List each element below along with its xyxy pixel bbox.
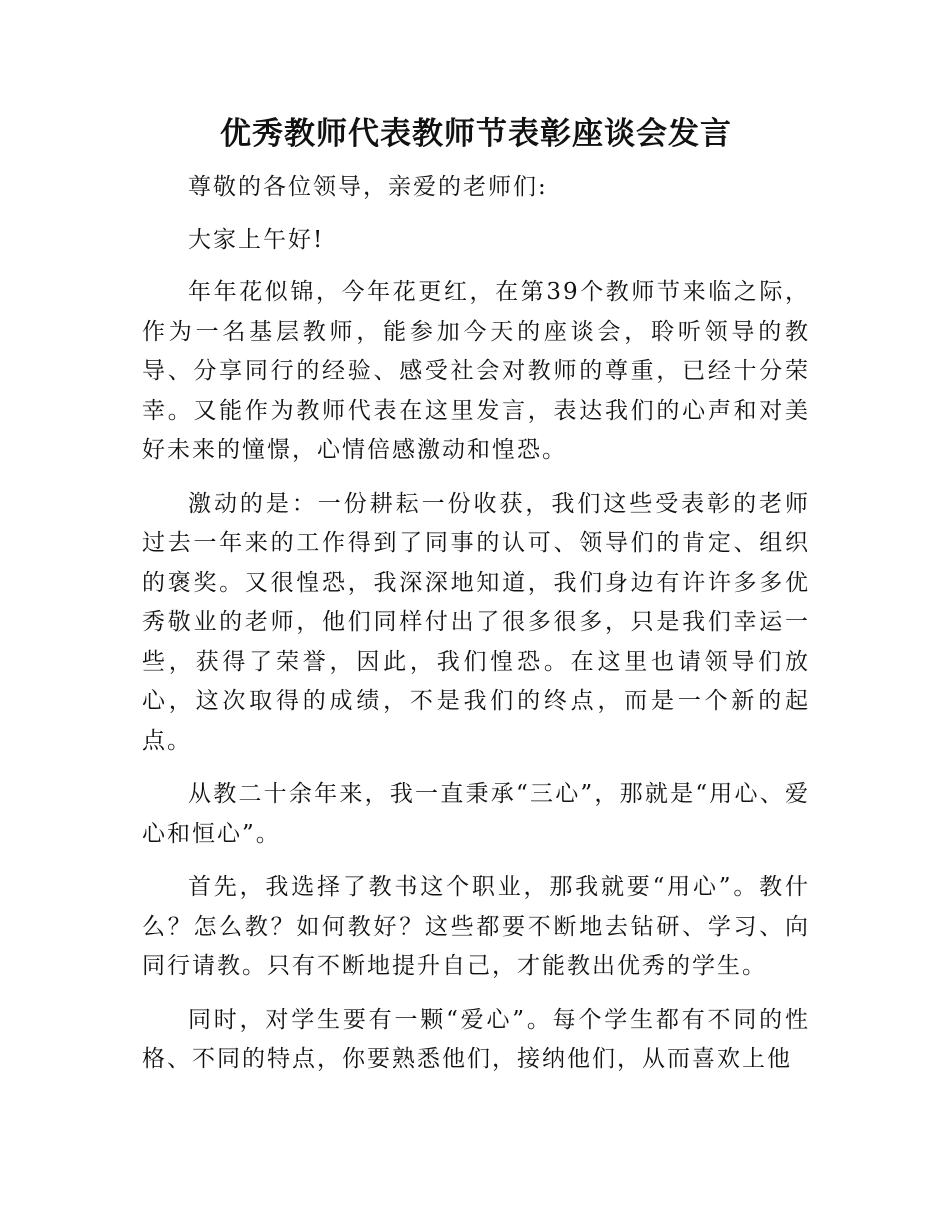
greeting-paragraph: 大家上午好! bbox=[188, 226, 325, 253]
body-paragraph: 年年花似锦，今年花更红，在第39个教师节来临之际，作为一名基层教师，能参加今天的座谈会，聆听领导的教导、分享同行的经验、感受社会对教师的尊重，已经十分荣幸。又能作为教师代表在这里发言，表达我们的心声和对美好未来的憧憬，心情倍感激动和惶恐。 bbox=[142, 279, 810, 463]
body-paragraph: 从教二十余年来，我一直秉承“三心”，那就是“用心、爱心和恒心”。 bbox=[142, 781, 810, 847]
document-page bbox=[142, 112, 810, 1094]
salutation-paragraph: 尊敬的各位领导，亲爱的老师们: bbox=[188, 174, 548, 200]
body-paragraph: 首先，我选择了教书这个职业，那我就要“用心”。教什么？怎么教？如何教好？这些都要不断地去钻研、学习、向同行请教。只有不断地提升自己，才能教出优秀的学生。 bbox=[142, 874, 810, 979]
body-paragraph: 激动的是：一份耕耘一份收获，我们这些受表彰的老师过去一年来的工作得到了同事的认可、领导们的肯定、组织的褒奖。又很惶恐，我深深地知道，我们身边有许许多多优秀敬业的老师，他们同样付出了很多很多，只是我们幸运一些，获得了荣誉，因此，我们惶恐。在这里也请领导们放心，这次取得的成绩，不是我们的终点，而是一个新的起点。 bbox=[142, 490, 810, 754]
document-title: 优秀教师代表教师节表彰座谈会发言 bbox=[220, 116, 732, 152]
body-paragraph: 同时，对学生要有一颗“爱心”。每个学生都有不同的性格、不同的特点，你要熟悉他们，接纳他们，从而喜欢上他 bbox=[142, 1006, 810, 1072]
